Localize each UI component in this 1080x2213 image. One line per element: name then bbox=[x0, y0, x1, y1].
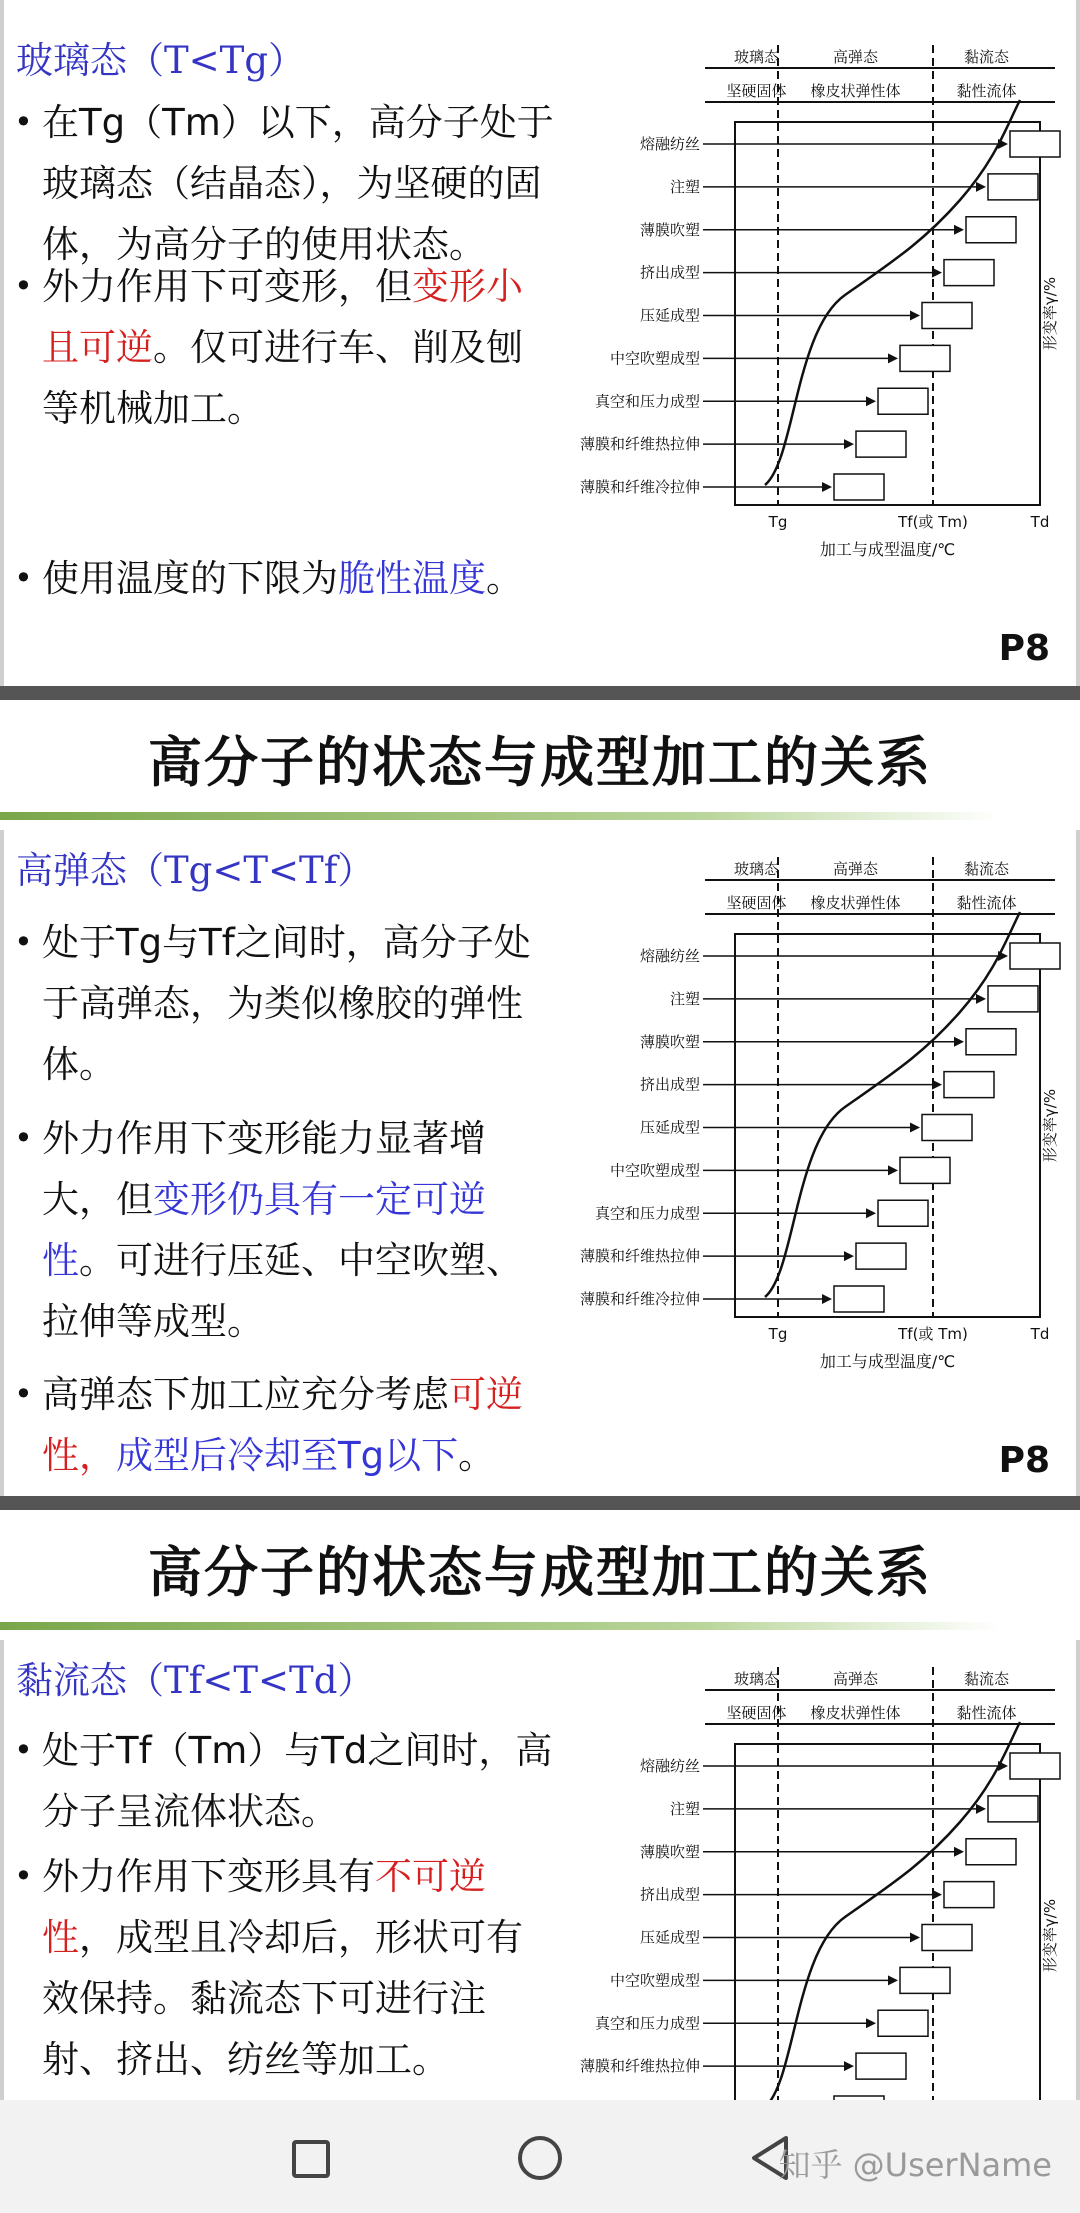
process-box bbox=[1010, 1753, 1060, 1779]
process-arrow-head bbox=[976, 994, 986, 1004]
bullet-text bbox=[42, 92, 554, 275]
process-box bbox=[988, 986, 1038, 1012]
slide-border bbox=[0, 0, 4, 690]
y-axis-label: 形变率γ/% bbox=[1041, 1898, 1059, 1973]
process-arrow-head bbox=[866, 1208, 876, 1218]
deformation-curve bbox=[765, 100, 1020, 485]
process-arrow-head bbox=[822, 1294, 832, 1304]
process-label: 薄膜和纤维热拉伸 bbox=[579, 2057, 700, 2076]
process-label: 熔融纺丝 bbox=[639, 1757, 700, 1775]
title-rule bbox=[0, 1622, 1000, 1630]
state-diagram-svg bbox=[545, 1662, 1065, 2100]
slide-glassy bbox=[0, 0, 1080, 690]
process-arrow-head bbox=[910, 311, 920, 321]
slide-separator bbox=[0, 1496, 1080, 1510]
process-box bbox=[922, 303, 972, 329]
state-diagram-svg bbox=[545, 40, 1065, 560]
process-arrow-head bbox=[976, 1804, 986, 1814]
phase-label: 坚硬固体 bbox=[726, 894, 787, 912]
bullet-text bbox=[42, 1108, 554, 1352]
bullet-segment: 外力作用下可变形，但 bbox=[42, 265, 412, 308]
phase-label: 橡皮状弹性体 bbox=[810, 894, 901, 912]
bullet-segment: 变形仍具有一定可逆性 bbox=[42, 1178, 486, 1282]
state-diagram bbox=[545, 852, 1065, 1372]
process-arrow-head bbox=[910, 1933, 920, 1943]
process-label: 中空吹塑成型 bbox=[609, 1971, 700, 1990]
state-diagram-svg bbox=[545, 852, 1065, 1372]
process-arrow-head bbox=[888, 353, 898, 363]
bullet-dot: • bbox=[14, 923, 33, 961]
title-rule bbox=[0, 812, 1000, 820]
bullet-dot: • bbox=[14, 267, 33, 305]
x-tick-label: Td bbox=[1030, 513, 1050, 531]
state-label: 玻璃态 bbox=[733, 860, 780, 878]
bullet-segment: 外力作用下变形具有 bbox=[42, 1855, 375, 1898]
process-arrow-head bbox=[866, 396, 876, 406]
process-label: 真空和压力成型 bbox=[594, 2014, 700, 2033]
process-label: 压延成型 bbox=[639, 1118, 700, 1137]
bullet-dot: • bbox=[14, 1375, 33, 1413]
section-heading: 高弹态（Tg<T<Tf） bbox=[16, 849, 375, 892]
bullet-text bbox=[42, 1846, 554, 2090]
process-label: 压延成型 bbox=[639, 1928, 700, 1947]
x-tick-label: Tg bbox=[768, 513, 788, 531]
bullet-segment: 脆性温度 bbox=[338, 557, 486, 600]
bullet-dot: • bbox=[14, 559, 33, 597]
process-arrow-head bbox=[844, 1251, 854, 1261]
process-box bbox=[988, 1796, 1038, 1822]
process-label: 薄膜和纤维热拉伸 bbox=[579, 1247, 700, 1266]
bullet-segment: 不可逆性 bbox=[42, 1855, 486, 1959]
x-axis-label: 加工与成型温度/℃ bbox=[819, 540, 956, 559]
process-box bbox=[944, 260, 994, 286]
process-label: 中空吹塑成型 bbox=[609, 349, 700, 368]
bullet-segment: 使用温度的下限为 bbox=[42, 557, 338, 600]
process-label: 薄膜吹塑 bbox=[639, 1842, 700, 1861]
process-box bbox=[878, 388, 928, 414]
phase-label: 坚硬固体 bbox=[726, 82, 787, 100]
bullet-segment: 处于Tg与Tf之间时，高分子处于高弹态，为类似橡胶的弹性体。 bbox=[42, 921, 531, 1086]
bullet-text bbox=[42, 548, 554, 609]
process-box bbox=[834, 474, 884, 500]
phase-label: 黏性流体 bbox=[956, 82, 1017, 100]
bullet-item bbox=[14, 256, 554, 439]
bullet-segment: 外力作用下变形能力显著增大，但 bbox=[42, 1117, 486, 1221]
process-box bbox=[1010, 131, 1060, 157]
bullet-segment: 在Tg（Tm）以下，高分子处于玻璃态（结晶态），为坚硬的固体，为高分子的使用状态。 bbox=[42, 101, 554, 266]
bullet-item bbox=[14, 92, 554, 275]
slide-border bbox=[1076, 0, 1080, 690]
bullet-item bbox=[14, 1108, 554, 1352]
state-label: 高弹态 bbox=[832, 860, 879, 878]
process-box bbox=[900, 1967, 950, 1993]
bullet-segment: ，成型且冷却后，形状可有效保持。黏流态下可进行注射、挤出、纺丝等加工。 bbox=[42, 1916, 523, 2081]
process-arrow-head bbox=[888, 1975, 898, 1985]
slide-title-bar bbox=[0, 1510, 1080, 1640]
phase-label: 黏性流体 bbox=[956, 894, 1017, 912]
bullet-dot: • bbox=[14, 1119, 33, 1157]
bullet-text bbox=[42, 1720, 554, 1842]
page-number: P8 bbox=[998, 1440, 1050, 1481]
process-arrow-head bbox=[822, 482, 832, 492]
bullet-text bbox=[42, 1364, 554, 1486]
process-arrow-head bbox=[976, 182, 986, 192]
phase-label: 黏性流体 bbox=[956, 1704, 1017, 1722]
process-label: 真空和压力成型 bbox=[594, 1204, 700, 1223]
process-label: 薄膜和纤维冷拉伸 bbox=[579, 1290, 700, 1308]
process-arrow-head bbox=[954, 225, 964, 235]
process-label: 注塑 bbox=[669, 177, 700, 196]
phase-label: 坚硬固体 bbox=[726, 1704, 787, 1722]
y-axis-label: 形变率γ/% bbox=[1041, 276, 1059, 351]
state-label: 黏流态 bbox=[963, 1670, 1010, 1688]
recent-apps-icon[interactable] bbox=[280, 2128, 340, 2188]
process-arrow-head bbox=[998, 139, 1008, 149]
process-arrow-head bbox=[998, 1761, 1008, 1771]
deformation-curve bbox=[765, 912, 1020, 1297]
state-label: 高弹态 bbox=[832, 48, 879, 66]
process-box bbox=[856, 2053, 906, 2079]
process-label: 薄膜吹塑 bbox=[639, 1032, 700, 1051]
x-tick-label: Td bbox=[1030, 1325, 1050, 1343]
slide-separator bbox=[0, 686, 1080, 700]
process-arrow-head bbox=[866, 2018, 876, 2028]
process-arrow-head bbox=[932, 1080, 942, 1090]
bullet-segment: 可逆性， bbox=[42, 1373, 523, 1477]
bullet-dot: • bbox=[14, 1731, 33, 1769]
process-arrow-head bbox=[954, 1037, 964, 1047]
deformation-curve bbox=[765, 1722, 1020, 2100]
x-tick-label: Tg bbox=[768, 1325, 788, 1343]
process-label: 挤出成型 bbox=[639, 1885, 700, 1904]
state-diagram bbox=[545, 40, 1065, 560]
process-box bbox=[834, 1286, 884, 1312]
process-box bbox=[878, 1200, 928, 1226]
process-box bbox=[966, 1839, 1016, 1865]
process-box bbox=[966, 217, 1016, 243]
bullet-item bbox=[14, 548, 554, 609]
slide-title: 高分子的状态与成型加工的关系 bbox=[148, 1541, 932, 1604]
state-diagram bbox=[545, 1662, 1065, 2100]
process-arrow-head bbox=[932, 1890, 942, 1900]
process-label: 中空吹塑成型 bbox=[609, 1161, 700, 1180]
bullet-segment: 处于Tf（Tm）与Td之间时，高分子呈流体状态。 bbox=[42, 1729, 553, 1833]
section-heading: 黏流态（Tf<T<Td） bbox=[16, 1659, 375, 1702]
process-label: 挤出成型 bbox=[639, 263, 700, 282]
process-label: 压延成型 bbox=[639, 306, 700, 325]
process-arrow-head bbox=[888, 1165, 898, 1175]
process-box bbox=[856, 431, 906, 457]
process-arrow-head bbox=[954, 1847, 964, 1857]
phase-label: 橡皮状弹性体 bbox=[810, 1704, 901, 1722]
navigation-bar bbox=[0, 2100, 1080, 2213]
slide-title: 高分子的状态与成型加工的关系 bbox=[148, 731, 932, 794]
bullet-item bbox=[14, 912, 554, 1095]
process-label: 注塑 bbox=[669, 1799, 700, 1818]
process-label: 真空和压力成型 bbox=[594, 392, 700, 411]
slide-viscous bbox=[0, 1510, 1080, 2100]
bullet-item bbox=[14, 1720, 554, 1842]
bullet-item bbox=[14, 1846, 554, 2090]
bullet-text bbox=[42, 256, 554, 439]
bullet-dot: • bbox=[14, 103, 33, 141]
state-label: 玻璃态 bbox=[733, 1670, 780, 1688]
bullet-segment: 。 bbox=[486, 557, 523, 600]
process-arrow-head bbox=[998, 951, 1008, 961]
x-axis-label: 加工与成型温度/℃ bbox=[819, 1352, 956, 1371]
phase-label: 橡皮状弹性体 bbox=[810, 82, 901, 100]
state-label: 黏流态 bbox=[963, 860, 1010, 878]
state-label: 高弹态 bbox=[832, 1670, 879, 1688]
process-box bbox=[900, 345, 950, 371]
process-label: 注塑 bbox=[669, 989, 700, 1008]
process-label: 熔融纺丝 bbox=[639, 135, 700, 153]
x-tick-label: Tf(或 Tm) bbox=[898, 513, 968, 531]
process-label: 挤出成型 bbox=[639, 1075, 700, 1094]
home-icon[interactable] bbox=[510, 2128, 570, 2188]
process-label: 熔融纺丝 bbox=[639, 947, 700, 965]
process-box bbox=[856, 1243, 906, 1269]
x-tick-label: Tf(或 Tm) bbox=[898, 1325, 968, 1343]
page-number: P8 bbox=[998, 628, 1050, 669]
bullet-dot: • bbox=[14, 1857, 33, 1895]
process-arrow-head bbox=[844, 439, 854, 449]
process-arrow-head bbox=[910, 1123, 920, 1133]
section-heading: 玻璃态（T<Tg） bbox=[16, 39, 306, 82]
bullet-segment: 。 bbox=[458, 1434, 496, 1477]
bullet-segment: 。仅可进行车、削及刨等机械加工。 bbox=[42, 326, 523, 430]
process-box bbox=[878, 2010, 928, 2036]
process-arrow-head bbox=[932, 268, 942, 278]
bullet-text bbox=[42, 912, 554, 1095]
process-arrow-head bbox=[844, 2061, 854, 2071]
process-box bbox=[1010, 943, 1060, 969]
watermark: 知乎 @UserName bbox=[778, 2146, 1052, 2184]
bullet-segment: 变形小且可逆 bbox=[42, 265, 523, 369]
bullet-segment: 高弹态下加工应充分考虑 bbox=[42, 1373, 449, 1416]
bullet-segment: 成型后冷却至Tg以下 bbox=[116, 1434, 459, 1477]
process-box bbox=[922, 1115, 972, 1141]
state-label: 黏流态 bbox=[963, 48, 1010, 66]
state-label: 玻璃态 bbox=[733, 48, 780, 66]
process-label: 薄膜和纤维热拉伸 bbox=[579, 435, 700, 454]
slide-title-bar bbox=[0, 700, 1080, 830]
slide-rubbery bbox=[0, 700, 1080, 1500]
y-axis-label: 形变率γ/% bbox=[1041, 1088, 1059, 1163]
process-box bbox=[944, 1882, 994, 1908]
bullet-segment: 。可进行压延、中空吹塑、拉伸等成型。 bbox=[42, 1239, 523, 1343]
process-box bbox=[988, 174, 1038, 200]
process-box bbox=[900, 1157, 950, 1183]
bullet-item bbox=[14, 1364, 554, 1486]
process-label: 薄膜和纤维冷拉伸 bbox=[579, 478, 700, 496]
process-box bbox=[922, 1925, 972, 1951]
process-label: 薄膜吹塑 bbox=[639, 220, 700, 239]
process-box bbox=[944, 1072, 994, 1098]
process-box bbox=[966, 1029, 1016, 1055]
